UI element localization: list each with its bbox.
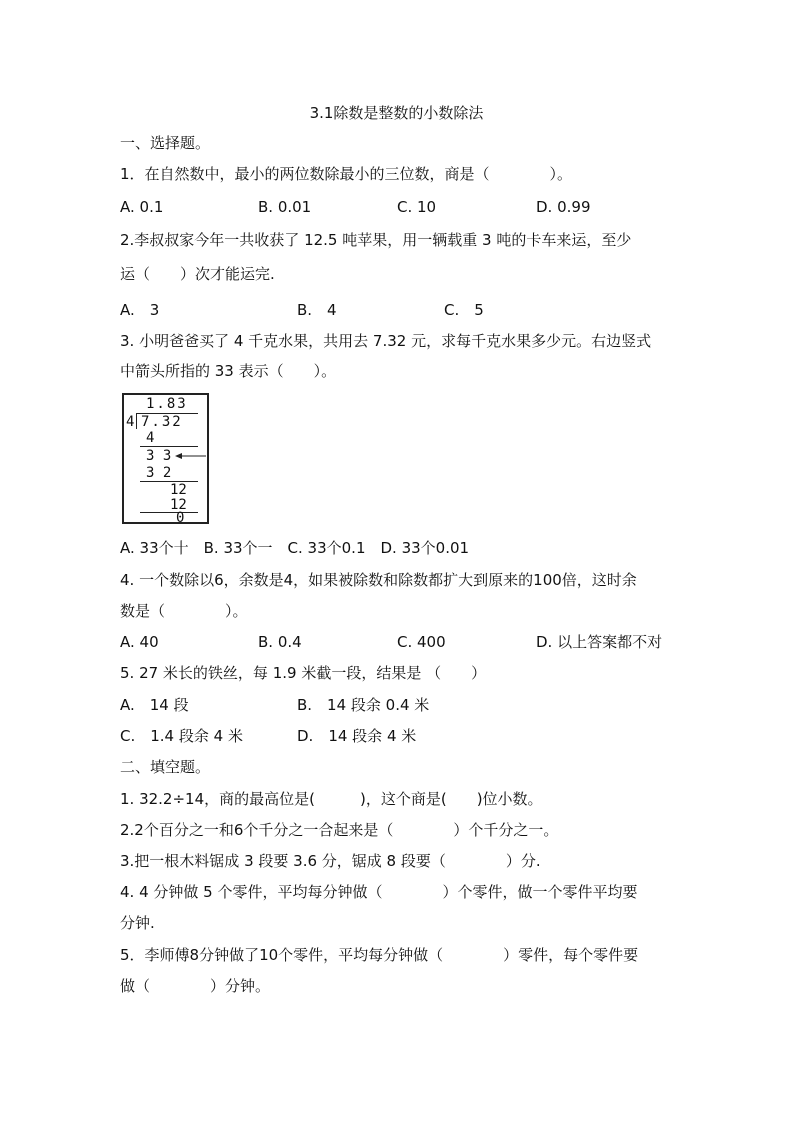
fill-question-5-line-2: 做（ ）分钟。 [120,977,271,995]
question-1-option-c: C. 10 [397,198,437,216]
section-heading-fill: 二、填空题。 [120,758,211,776]
question-5-option-c: C. 1.4 段余 4 米 [120,727,243,745]
question-4-option-d: D. 以上答案都不对 [536,633,663,651]
question-2-line-1: 2.李叔叔家今年一共收获了 12.5 吨苹果，用一辆载重 3 吨的卡车来运，至少 [120,231,632,249]
question-5-option-d: D. 14 段余 4 米 [297,727,417,745]
fill-question-4-line-1: 4. 4 分钟做 5 个零件，平均每分钟做（ ）个零件，做一个零件平均要 [120,883,638,901]
division-step-5: 12 [170,497,187,513]
arrow-left-icon [174,450,208,462]
question-4-line-2: 数是（ ）。 [120,602,248,620]
fill-question-1: 1. 32.2÷14，商的最高位是( )，这个商是( )位小数。 [120,790,543,808]
page-title: 3.1除数是整数的小数除法 [309,104,484,122]
question-1-option-d: D. 0.99 [536,198,591,216]
division-line-3 [140,512,198,513]
question-3-line-1: 3. 小明爸爸买了 4 千克水果，共用去 7.32 元，求每千克水果多少元。右边竖式 [120,332,652,350]
question-1-option-a: A. 0.1 [120,198,164,216]
question-2-option-a: A. 3 [120,301,160,319]
question-2-option-b: B. 4 [297,301,337,319]
question-3-line-2: 中箭头所指的 33 表示（ ）。 [120,362,337,380]
fill-question-4-line-2: 分钟. [120,914,155,932]
division-dividend: 7.32 [141,414,183,430]
question-5-stem: 5. 27 米长的铁丝，每 1.9 米截一段，结果是 （ ） [120,664,487,682]
question-4-option-c: C. 400 [397,633,446,651]
question-5-option-a: A. 14 段 [120,696,189,714]
fill-question-2: 2.2个百分之一和6个千分之一合起来是（ ）个千分之一。 [120,821,559,839]
division-remainder: 0 [176,510,185,526]
division-step-4: 12 [170,482,187,498]
long-division-figure [122,393,209,524]
question-1-stem: 1．在自然数中，最小的两位数除最小的三位数，商是（ ）。 [120,165,573,183]
question-4-option-b: B. 0.4 [258,633,302,651]
question-4-option-a: A. 40 [120,633,159,651]
section-heading-choice: 一、选择题。 [120,134,211,152]
division-quotient: 1.83 [146,396,188,412]
fill-question-3: 3.把一根木料锯成 3 段要 3.6 分，锯成 8 段要（ ）分. [120,852,541,870]
question-4-line-1: 4. 一个数除以6，余数是4，如果被除数和除数都扩大到原来的100倍，这时余 [120,571,637,589]
division-step-1: 4 [146,430,155,446]
division-divisor: 4 [126,414,135,430]
question-3-options: A. 33个十 B. 33个一 C. 33个0.1 D. 33个0.01 [120,539,470,557]
division-line-2 [140,481,198,482]
question-2-line-2: 运（ ）次才能运完. [120,265,275,283]
question-5-option-b: B. 14 段余 0.4 米 [297,696,430,714]
fill-question-5-line-1: 5．李师傅8分钟做了10个零件，平均每分钟做（ ）零件，每个零件要 [120,946,639,964]
division-line-1 [140,446,198,447]
question-2-option-c: C. 5 [444,301,484,319]
division-step-2: 3 3 [146,448,172,464]
division-step-3: 3 2 [146,465,172,481]
question-1-option-b: B. 0.01 [258,198,312,216]
division-bracket [136,413,137,429]
